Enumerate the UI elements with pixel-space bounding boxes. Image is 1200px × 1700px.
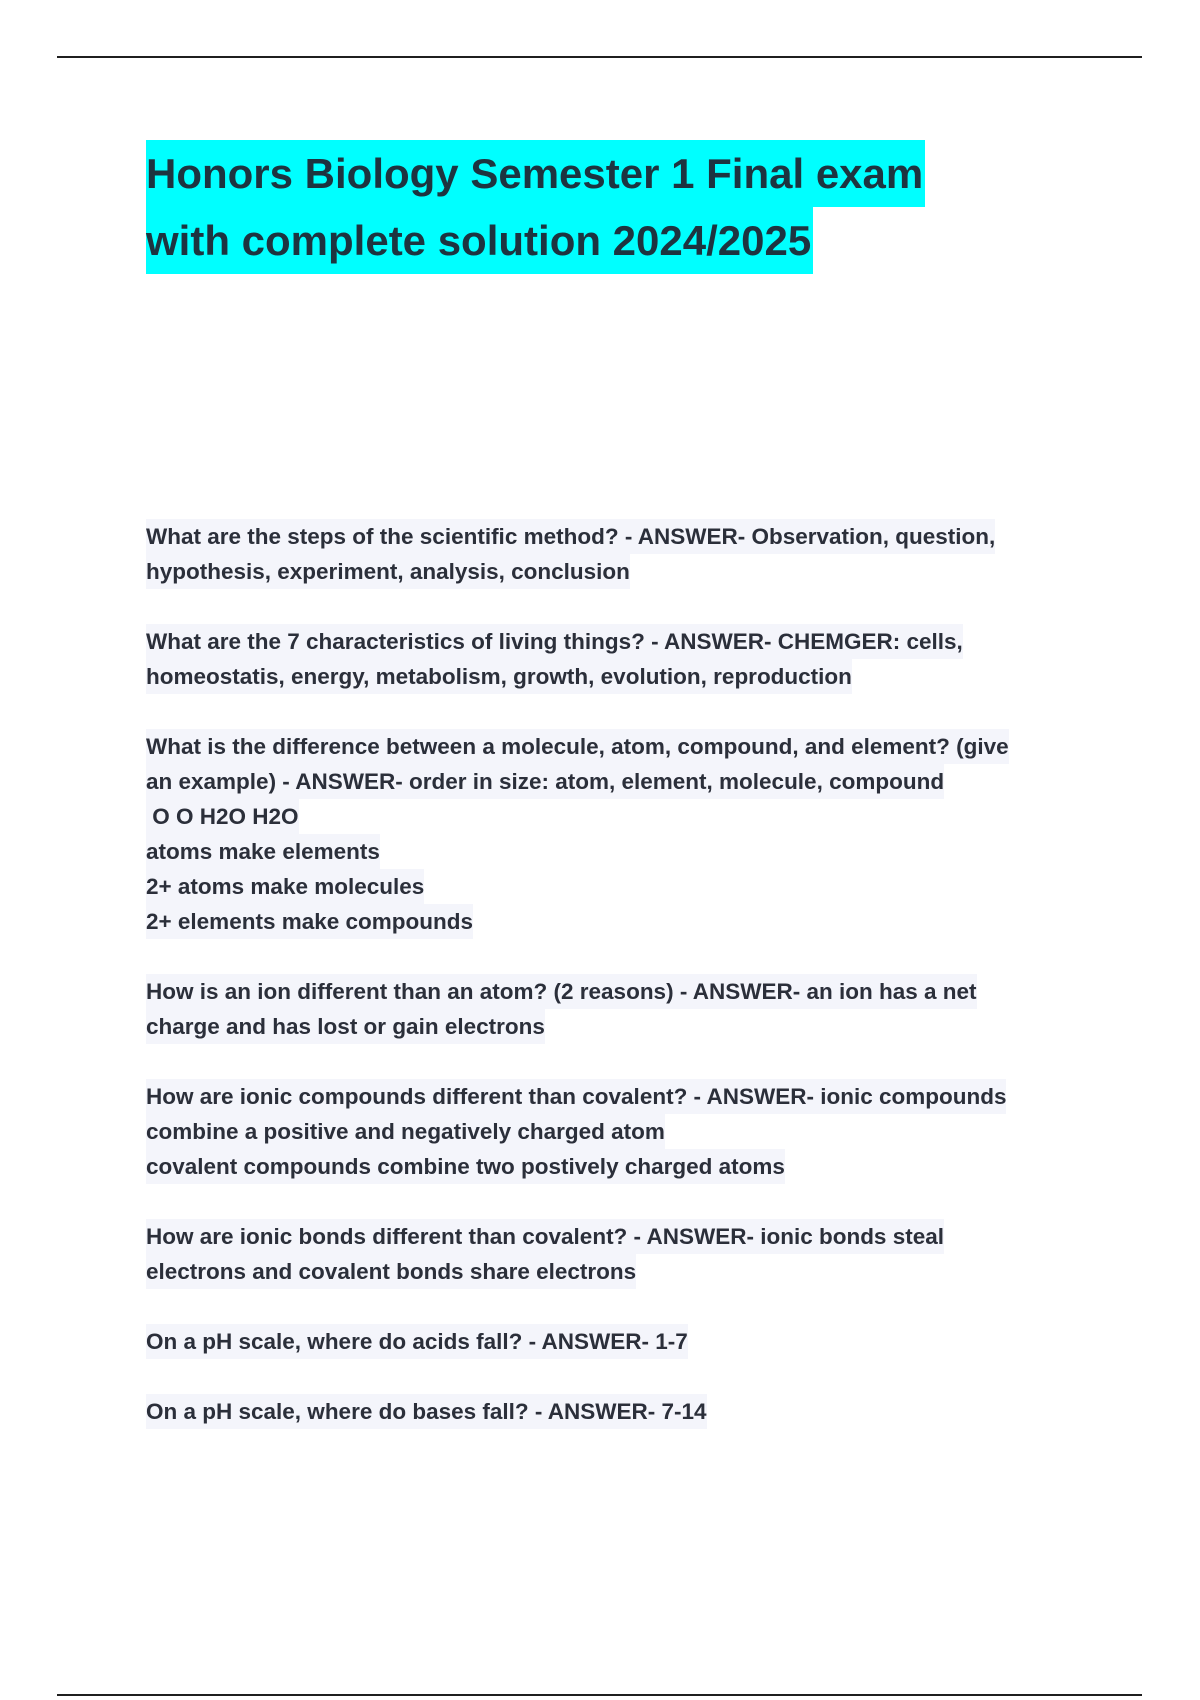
qa-item xyxy=(146,624,1086,694)
qa-line: How is an ion different than an atom? (2 reasons) - ANSWER- an ion has a net xyxy=(146,974,977,1009)
title-line: with complete solution 2024/2025 xyxy=(146,207,813,274)
qa-line: atoms make elements xyxy=(146,834,380,869)
qa-item xyxy=(146,1079,1086,1184)
qa-line: On a pH scale, where do bases fall? - ANSWER- 7-14 xyxy=(146,1394,707,1429)
qa-line: What are the 7 characteristics of living things? - ANSWER- CHEMGER: cells, xyxy=(146,624,963,659)
qa-item xyxy=(146,1394,1086,1429)
qa-line: electrons and covalent bonds share electrons xyxy=(146,1254,636,1289)
qa-line: What is the difference between a molecule, atom, compound, and element? (give xyxy=(146,729,1009,764)
qa-item xyxy=(146,1324,1086,1359)
qa-item xyxy=(146,974,1086,1044)
qa-line: 2+ elements make compounds xyxy=(146,904,473,939)
qa-line: an example) - ANSWER- order in size: atom, element, molecule, compound xyxy=(146,764,944,799)
document-title xyxy=(146,140,1096,274)
qa-line: O O H2O H2O xyxy=(146,799,299,834)
bottom-rule xyxy=(57,1694,1142,1696)
qa-line: hypothesis, experiment, analysis, conclusion xyxy=(146,554,630,589)
qa-item xyxy=(146,729,1086,939)
qa-line: homeostatis, energy, metabolism, growth, evolution, reproduction xyxy=(146,659,852,694)
qa-line: 2+ atoms make molecules xyxy=(146,869,424,904)
title-line: Honors Biology Semester 1 Final exam xyxy=(146,140,925,207)
qa-line: combine a positive and negatively charged atom xyxy=(146,1114,665,1149)
qa-line: How are ionic bonds different than covalent? - ANSWER- ionic bonds steal xyxy=(146,1219,944,1254)
top-rule xyxy=(57,56,1142,58)
qa-line: What are the steps of the scientific method? - ANSWER- Observation, question, xyxy=(146,519,995,554)
qa-item xyxy=(146,1219,1086,1289)
qa-item xyxy=(146,519,1086,589)
qa-line: On a pH scale, where do acids fall? - ANSWER- 1-7 xyxy=(146,1324,688,1359)
qa-line: covalent compounds combine two postively charged atoms xyxy=(146,1149,785,1184)
qa-list xyxy=(146,519,1086,1464)
qa-line: charge and has lost or gain electrons xyxy=(146,1009,545,1044)
qa-line: How are ionic compounds different than covalent? - ANSWER- ionic compounds xyxy=(146,1079,1006,1114)
